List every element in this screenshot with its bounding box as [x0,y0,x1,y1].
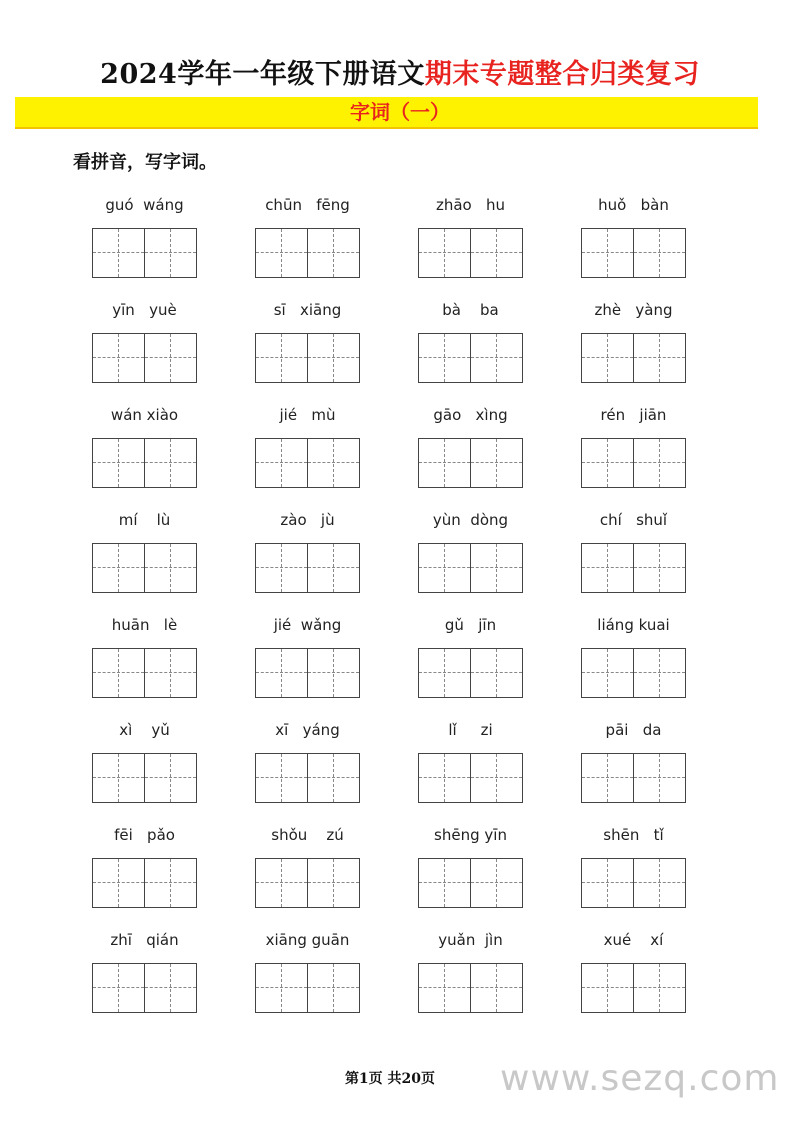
character-cell[interactable] [470,964,522,1012]
pinyin-label: bà ba [442,301,499,319]
tianzige-box[interactable] [418,648,523,698]
tianzige-box[interactable] [581,438,686,488]
exercise-item [418,721,523,801]
pinyin-label: yùn dòng [432,511,509,529]
character-cell[interactable] [256,964,307,1012]
character-cell[interactable] [256,649,307,697]
pinyin-label: jié wǎng [273,616,342,634]
character-cell[interactable] [144,964,196,1012]
title-red: 期末专题整合归类复习 [424,59,700,90]
pinyin-label: zào jù [280,511,335,529]
character-cell[interactable] [93,964,144,1012]
pinyin-label: chūn fēng [265,196,350,214]
tianzige-box[interactable] [92,858,197,908]
character-cell[interactable] [419,649,470,697]
character-cell[interactable] [633,544,685,592]
exercise-item [255,721,360,801]
pinyin-label: zhāo hu [435,196,506,214]
character-cell[interactable] [93,649,144,697]
character-cell[interactable] [93,439,144,487]
character-cell[interactable] [582,964,633,1012]
character-cell[interactable] [93,334,144,382]
exercise-item [581,616,686,696]
character-cell[interactable] [307,859,359,907]
tianzige-box[interactable] [418,438,523,488]
character-cell[interactable] [633,229,685,277]
tianzige-box[interactable] [92,438,197,488]
tianzige-box[interactable] [255,648,360,698]
character-cell[interactable] [470,754,522,802]
tianzige-box[interactable] [92,228,197,278]
tianzige-box[interactable] [418,963,523,1013]
title-black: 2024学年一年级下册语文 [100,59,425,90]
character-cell[interactable] [256,229,307,277]
exercise-item [92,196,197,276]
exercise-item [255,196,360,276]
tianzige-box[interactable] [255,858,360,908]
character-cell[interactable] [256,859,307,907]
instruction: 看拼音，写字词。 [73,152,217,173]
exercise-item [581,301,686,381]
character-cell[interactable] [582,334,633,382]
character-cell[interactable] [419,544,470,592]
page-number: 第1页 共20页 [344,1071,436,1087]
character-cell[interactable] [144,229,196,277]
tianzige-box[interactable] [255,333,360,383]
character-cell[interactable] [93,859,144,907]
tianzige-box[interactable] [581,858,686,908]
character-cell[interactable] [307,964,359,1012]
exercise-item [418,616,523,696]
character-cell[interactable] [307,649,359,697]
exercise-item [92,931,197,1011]
pinyin-label: shēn tǐ [603,826,664,844]
tianzige-box[interactable] [92,333,197,383]
tianzige-box[interactable] [418,543,523,593]
tianzige-box[interactable] [255,543,360,593]
character-cell[interactable] [419,964,470,1012]
exercise-item [92,721,197,801]
character-cell[interactable] [582,439,633,487]
character-cell[interactable] [419,229,470,277]
exercise-item [255,511,360,591]
exercise-item [418,511,523,591]
exercise-item [92,511,197,591]
tianzige-box[interactable] [255,963,360,1013]
character-cell[interactable] [144,754,196,802]
tianzige-box[interactable] [92,753,197,803]
character-cell[interactable] [144,439,196,487]
tianzige-box[interactable] [581,648,686,698]
exercise-item [255,616,360,696]
character-cell[interactable] [256,544,307,592]
exercise-item [255,406,360,486]
watermark: www.sezq.com [500,1058,780,1099]
pinyin-label: sī xiāng [273,301,342,319]
tianzige-box[interactable] [92,543,197,593]
character-cell[interactable] [633,649,685,697]
character-cell[interactable] [582,859,633,907]
tianzige-box[interactable] [92,648,197,698]
pinyin-label: yuǎn jìn [438,931,503,949]
character-cell[interactable] [470,439,522,487]
exercise-item [418,196,523,276]
character-cell[interactable] [582,754,633,802]
exercise-item [581,511,686,591]
character-cell[interactable] [633,859,685,907]
pinyin-label: mí lù [118,511,171,529]
tianzige-box[interactable] [255,753,360,803]
character-cell[interactable] [633,334,685,382]
pinyin-label: jié mù [279,406,336,424]
pinyin-label: yīn yuè [112,301,177,319]
tianzige-box[interactable] [581,963,686,1013]
character-cell[interactable] [470,229,522,277]
exercise-item [581,931,686,1011]
exercise-item [255,301,360,381]
exercise-item [255,931,360,1011]
exercise-item [92,301,197,381]
pinyin-label: xī yáng [275,721,340,739]
character-cell[interactable] [633,439,685,487]
pinyin-label: liáng kuai [597,616,670,634]
exercise-item [581,826,686,906]
exercise-item [418,826,523,906]
pinyin-label: guó wáng [105,196,184,214]
character-cell[interactable] [144,859,196,907]
character-cell[interactable] [144,334,196,382]
tianzige-box[interactable] [92,963,197,1013]
pinyin-label: gǔ jīn [444,616,497,634]
character-cell[interactable] [144,649,196,697]
character-cell[interactable] [419,754,470,802]
character-cell[interactable] [470,649,522,697]
pinyin-label: zhè yàng [594,301,673,319]
character-cell[interactable] [93,544,144,592]
character-cell[interactable] [307,439,359,487]
pinyin-label: xué xí [603,931,664,949]
exercise-item [581,721,686,801]
character-cell[interactable] [93,229,144,277]
character-cell[interactable] [307,334,359,382]
character-cell[interactable] [582,544,633,592]
exercise-item [418,301,523,381]
exercise-item [92,406,197,486]
pinyin-label: shǒu zú [271,826,344,844]
pinyin-label: zhī qián [110,931,179,949]
pinyin-label: gāo xìng [433,406,508,424]
character-cell[interactable] [582,229,633,277]
tianzige-box[interactable] [418,858,523,908]
character-cell[interactable] [93,754,144,802]
character-cell[interactable] [419,859,470,907]
exercise-item [418,931,523,1011]
character-cell[interactable] [470,859,522,907]
pinyin-label: wán xiào [110,406,179,424]
tianzige-box[interactable] [418,228,523,278]
tianzige-box[interactable] [581,228,686,278]
section-title: 字词（一） [350,100,450,124]
pinyin-label: xì yǔ [119,721,170,739]
exercise-item [92,616,197,696]
character-cell[interactable] [307,229,359,277]
character-cell[interactable] [633,964,685,1012]
exercise-item [92,826,197,906]
pinyin-label: chí shuǐ [599,511,668,529]
tianzige-box[interactable] [255,438,360,488]
tianzige-box[interactable] [581,543,686,593]
character-cell[interactable] [256,334,307,382]
character-cell[interactable] [582,649,633,697]
character-cell[interactable] [470,544,522,592]
pinyin-label: huān lè [111,616,178,634]
pinyin-label: huǒ bàn [598,196,669,214]
exercise-item [418,406,523,486]
page-title [0,52,800,91]
exercise-item [581,406,686,486]
character-cell[interactable] [307,544,359,592]
character-cell[interactable] [419,334,470,382]
character-cell[interactable] [256,754,307,802]
exercise-item [581,196,686,276]
pinyin-label: shēng yīn [434,826,507,844]
character-cell[interactable] [307,754,359,802]
character-cell[interactable] [470,334,522,382]
tianzige-box[interactable] [418,333,523,383]
character-cell[interactable] [256,439,307,487]
tianzige-box[interactable] [581,753,686,803]
character-cell[interactable] [144,544,196,592]
exercise-item [255,826,360,906]
pinyin-label: pāi da [605,721,662,739]
pinyin-label: fēi pǎo [114,826,175,844]
character-cell[interactable] [419,439,470,487]
tianzige-box[interactable] [255,228,360,278]
character-cell[interactable] [633,754,685,802]
pinyin-label: xiāng guān [265,931,350,949]
tianzige-box[interactable] [418,753,523,803]
tianzige-box[interactable] [581,333,686,383]
pinyin-label: lǐ zi [448,721,493,739]
pinyin-label: rén jiān [600,406,667,424]
